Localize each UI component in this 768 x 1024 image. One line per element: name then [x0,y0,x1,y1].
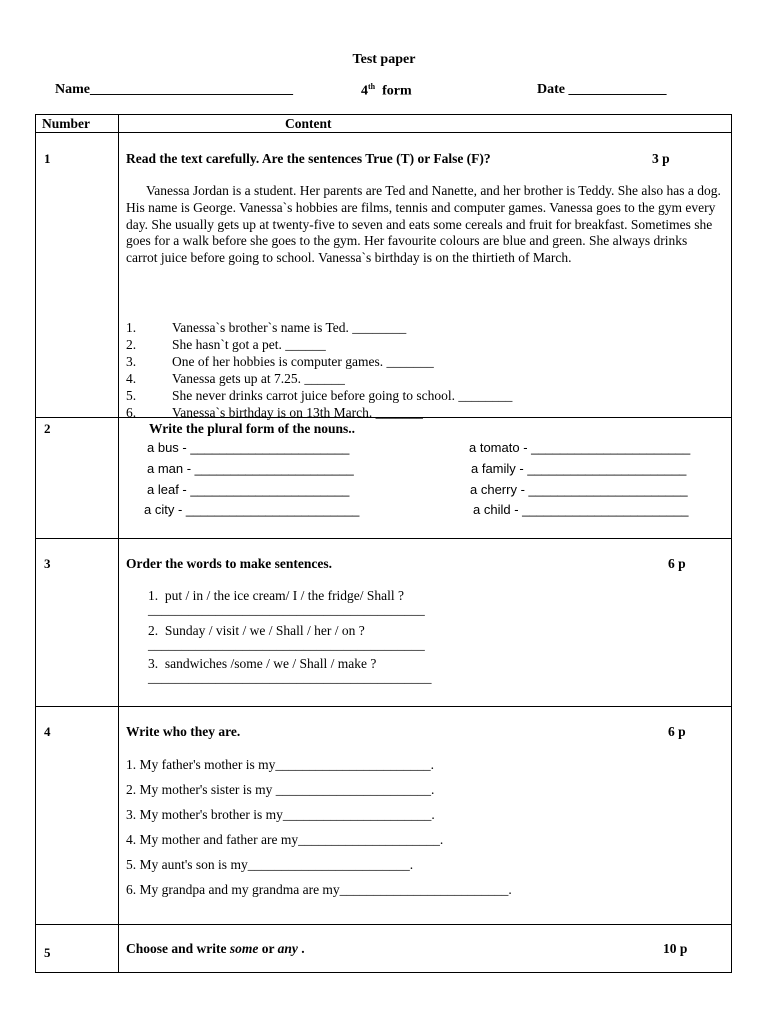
form-number: 4 [361,83,368,99]
form-superscript: th [368,82,376,91]
question-points: 10 p [663,941,688,956]
form-text: form [382,83,412,99]
who-item[interactable]: 1. My father's mother is my_______________________. [126,757,435,772]
question-points: 6 p [668,724,686,739]
question-title: Order the words to make sentences. [126,556,332,571]
question-title: Write who they are. [126,724,241,739]
reading-text: Vanessa Jordan is a student. Her parents are Ted and Nanette, and her brother is Teddy. She also has a dog. His name is George. Vanessa`s hobbies are films, tennis and computer games. Vanessa goes to the gym every day. She usually gets up at twenty-five to seven and eats some cereals and fruit for breakfast. Sometimes she goes for a walk before she goes to the gym. Her favourite colours are blue and green. She always drinks carrot juice before going to school. Vanessa`s birthday is on the thirtieth of March. [126,183,721,266]
order-item: 3. sandwiches /some / we / Shall / make ? [148,656,377,671]
question-5-cell [36,925,732,973]
list-item[interactable]: 1. Vanessa`s brother`s name is Ted. ________ [126,320,407,335]
who-item[interactable]: 2. My mother's sister is my _______________________. [126,782,435,797]
question-title: Read the text carefully. Are the sentences True (T) or False (F)? [126,151,491,166]
question-row-1 [36,133,732,418]
header-content-cell [119,115,732,133]
question-4-cell [36,707,732,925]
header-row [0,82,768,102]
page-title: Test paper [352,52,416,67]
question-points: 3 p [652,151,670,166]
answer-line[interactable]: _________________________________________ [148,602,425,617]
test-table [35,114,732,973]
question-points: 6 p [668,556,686,571]
header-number-cell [36,115,119,133]
question-row-5 [36,925,732,973]
who-item[interactable]: 6. My grandpa and my grandma are my_________________________. [126,882,512,897]
table-header-row [36,115,732,133]
question-row-3 [36,539,732,707]
question-title: Choose and write some or any . [126,941,305,956]
question-row-4 [36,707,732,925]
plural-item[interactable]: a child - _______________________ [473,502,689,517]
plural-item[interactable]: a city - ________________________ [144,502,360,517]
question-1-cell [36,133,732,418]
list-item[interactable]: 4. Vanessa gets up at 7.25. ______ [126,371,345,386]
order-item: 2. Sunday / visit / we / Shall / her / on ? [148,623,365,638]
who-item[interactable]: 5. My aunt's son is my________________________. [126,857,414,872]
plural-item[interactable]: a tomato - ______________________ [469,440,691,455]
question-number: 1 [44,151,51,166]
col-number-label: Number [42,116,90,131]
list-item[interactable]: 6. Vanessa`s birthday is on 13th March. _______ [126,405,423,420]
list-item[interactable]: 3. One of her hobbies is computer games. _______ [126,354,434,369]
form-label [361,82,412,100]
question-2-cell [36,418,732,539]
plural-item[interactable]: a cherry - ______________________ [470,482,688,497]
question-number: 2 [44,421,51,436]
list-item[interactable]: 2. She hasn`t got a pet. ______ [126,337,326,352]
question-number: 4 [44,724,51,739]
who-item[interactable]: 4. My mother and father are my_____________________. [126,832,444,847]
answer-line[interactable]: __________________________________________ [148,670,432,685]
question-title: Write the plural form of the nouns.. [149,421,355,436]
plural-item[interactable]: a man - ______________________ [147,461,354,476]
name-field[interactable]: Name_____________________________ [55,82,293,97]
question-number: 3 [44,556,51,571]
question-number: 5 [44,945,51,960]
question-row-2 [36,418,732,539]
date-field[interactable]: Date ______________ [537,82,667,97]
answer-line[interactable]: _________________________________________ [148,637,425,652]
question-3-cell [36,539,732,707]
order-item: 1. put / in / the ice cream/ I / the fridge/ Shall ? [148,588,405,603]
plural-item[interactable]: a family - ______________________ [471,461,687,476]
plural-item[interactable]: a bus - ______________________ [147,440,350,455]
true-false-list [126,319,686,421]
col-content-label: Content [285,116,332,131]
plural-item[interactable]: a leaf - ______________________ [147,482,350,497]
who-item[interactable]: 3. My mother's brother is my______________________. [126,807,435,822]
column-divider [118,114,119,972]
list-item[interactable]: 5. She never drinks carrot juice before going to school. ________ [126,388,513,403]
